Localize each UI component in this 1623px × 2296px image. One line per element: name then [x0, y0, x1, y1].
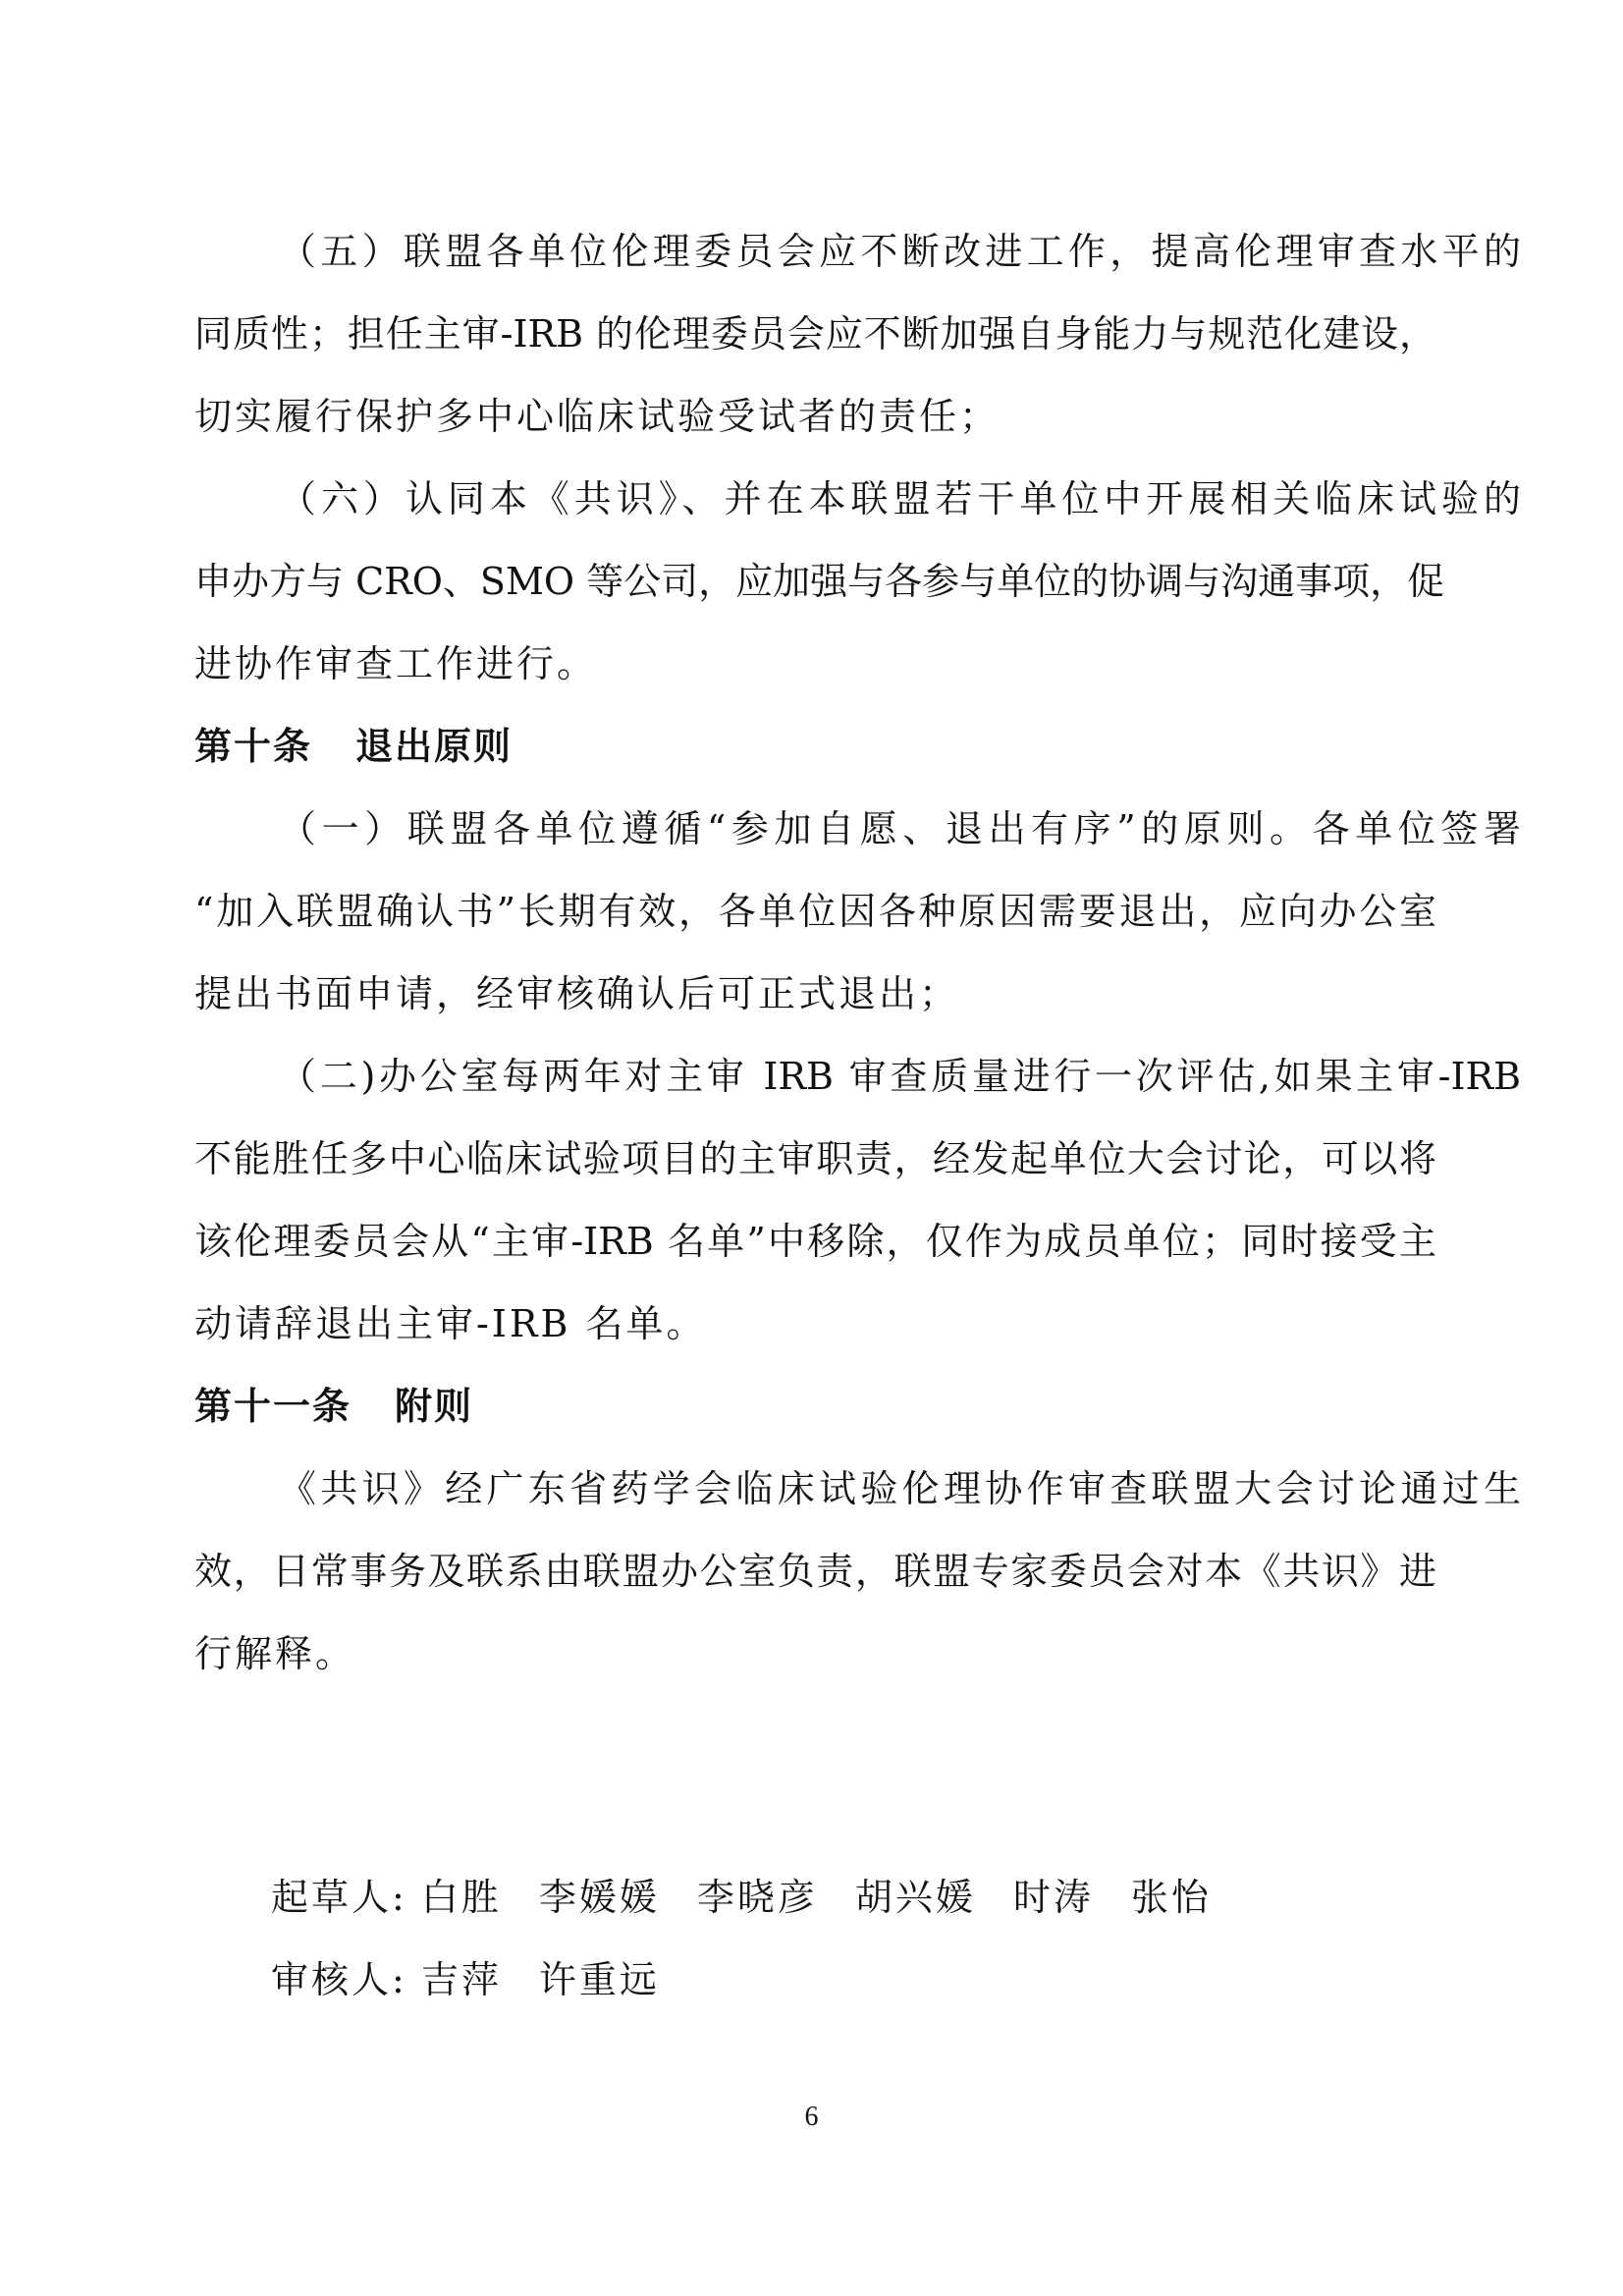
- paragraph-line: 行解释。: [194, 1632, 356, 1675]
- drafter-name: 胡兴媛: [854, 1876, 976, 1919]
- drafter-name: 白胜: [420, 1876, 502, 1919]
- drafter-name: 张怡: [1130, 1876, 1212, 1919]
- reviewers-label: 审核人:: [271, 1958, 407, 2001]
- paragraph-line: 切实履行保护多中心临床试验受试者的责任；: [194, 395, 1001, 438]
- article-number: 第十一条: [194, 1384, 352, 1428]
- paragraph-line: 不能胜任多中心临床试验项目的主审职责，经发起单位大会讨论，可以将: [194, 1137, 1436, 1180]
- paragraph-line: 提出书面申请，经审核确认后可正式退出；: [194, 972, 960, 1015]
- paragraph-line: 效，日常事务及联系由联盟办公室负责，联盟专家委员会对本《共识》进: [194, 1550, 1436, 1593]
- drafters-label: 起草人:: [271, 1876, 407, 1919]
- paragraph-line: 该伦理委员会从“主审-IRB 名单”中移除，仅作为成员单位；同时接受主: [194, 1220, 1436, 1263]
- reviewer-name: 吉萍: [420, 1958, 502, 2001]
- paragraph-line: 进协作审查工作进行。: [194, 642, 598, 685]
- paragraph-line: （六）认同本《共识》、并在本联盟若干单位中开展相关临床试验的: [279, 477, 1521, 520]
- article-eleven-heading: [194, 1383, 473, 1430]
- drafter-name: 李媛媛: [538, 1876, 660, 1919]
- paragraph-line: 申办方与 CRO、SMO 等公司，应加强与各参与单位的协调与沟通事项，促: [194, 560, 1445, 603]
- paragraph-line: 同质性；担任主审-IRB 的伦理委员会应不断加强自身能力与规范化建设，: [194, 312, 1436, 355]
- paragraph-line: 《共识》经广东省药学会临床试验伦理协作审查联盟大会讨论通过生: [279, 1467, 1521, 1510]
- paragraph-line: （一）联盟各单位遵循“参加自愿、退出有序”的原则。各单位签署: [279, 807, 1521, 850]
- drafters-line: [271, 1874, 1212, 1921]
- reviewer-name: 许重远: [538, 1958, 660, 2001]
- reviewers-line: [271, 1956, 660, 2003]
- page-number: 6: [804, 2102, 819, 2132]
- paragraph-line: （五）联盟各单位伦理委员会应不断改进工作，提高伦理审查水平的: [279, 230, 1521, 273]
- drafter-name: 时涛: [1012, 1876, 1094, 1919]
- article-ten-heading: [194, 723, 513, 770]
- paragraph-line: 动请辞退出主审-IRB 名单。: [194, 1302, 707, 1345]
- article-number: 第十条: [194, 724, 313, 768]
- drafter-name: 李晓彦: [696, 1876, 818, 1919]
- paragraph-line: “加入联盟确认书”长期有效，各单位因各种原因需要退出，应向办公室: [194, 890, 1436, 933]
- article-title: 退出原则: [355, 724, 514, 768]
- paragraph-line: （二)办公室每两年对主审 IRB 审查质量进行一次评估,如果主审-IRB: [279, 1055, 1521, 1098]
- article-title: 附则: [395, 1384, 474, 1428]
